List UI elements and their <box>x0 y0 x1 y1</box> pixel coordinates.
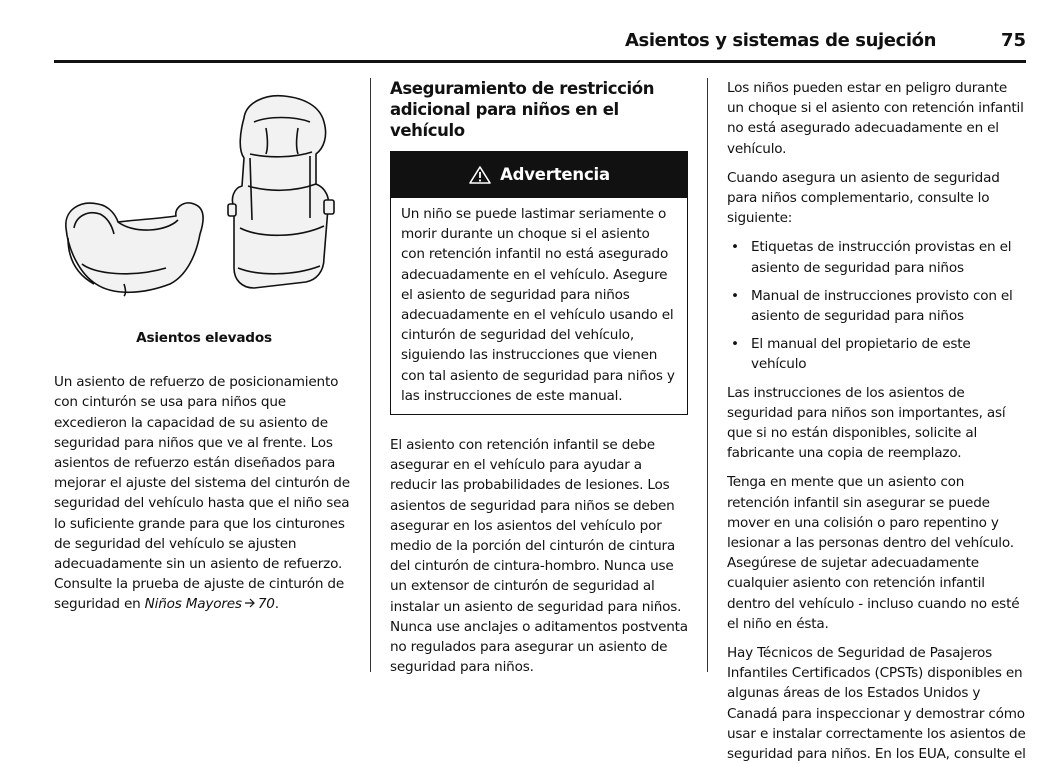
high-back-booster-seat-icon <box>228 96 334 288</box>
list-item <box>727 286 1027 326</box>
xref-arrow-icon <box>244 594 256 614</box>
warning-triangle-icon <box>468 165 492 185</box>
warning-box <box>390 151 688 415</box>
booster-seats-figure <box>54 88 354 320</box>
header-rule <box>54 60 1026 63</box>
figure-caption: Asientos elevados <box>136 330 272 346</box>
section-heading: Aseguramiento de restricción adicional para niños en el vehículo <box>390 79 655 140</box>
backless-booster-seat-icon <box>66 203 203 296</box>
warning-text: Un niño se puede lastimar seriamente o morir durante un choque si el asiento con retención infantil no está asegurado adecuadamente en el vehículo. Asegure el asiento de seguridad para niños adecuadamente en el vehículo usando el cinturón de seguridad del vehículo, siguiendo las instrucciones que vienen con tal asiento de seguridad para niños y las instrucciones de este manual. <box>401 206 675 404</box>
xref-period: . <box>274 596 279 613</box>
column-divider-left <box>370 78 371 672</box>
bullet-icon: • <box>731 336 739 353</box>
column-divider-right <box>707 78 708 672</box>
paragraph-danger: Los niños pueden estar en peligro durante un choque si el asiento con retención infantil no está asegurado adecuadamente en el vehículo. <box>727 80 1024 157</box>
paragraph-booster-text: Un asiento de refuerzo de posicionamiento con cinturón se usa para niños que excedieron la capacidad de su asiento de seguridad para niños que ve al frente. Los asientos de refuerzo están diseñados para mejorar el ajuste del sistema del cinturón de seguridad del vehículo hasta que el niño sea lo suficiente grande para que los cinturones de seguridad del vehículo se ajusten adecuadamente sin un asiento de refuerzo. Consulte la prueba de ajuste de cinturón de seguridad en <box>54 374 350 613</box>
xref-link-ninos-mayores[interactable]: Niños Mayores <box>144 596 242 613</box>
booster-seats-illustration <box>54 88 354 320</box>
list-item-text: El manual del propietario de este vehículo <box>751 336 971 373</box>
paragraph-consult: Cuando asegura un asiento de seguridad para niños complementario, consulte lo siguiente: <box>727 169 1000 227</box>
column-right <box>727 78 1027 764</box>
list-item <box>727 237 1027 277</box>
list-item <box>727 334 1027 374</box>
column-left <box>54 88 354 615</box>
list-item-text: Etiquetas de instrucción provistas en el asiento de seguridad para niños <box>751 239 1012 276</box>
paragraph-booster-description <box>54 372 354 614</box>
paragraph-securing: El asiento con retención infantil se debe asegurar en el vehículo para ayudar a reducir las probabilidades de lesiones. Los asientos de seguridad para niños se deben asegurar en los asientos del vehículo por medio de la porción del cinturón de cintura del cinturón de cintura-hombro. Nunca use un extensor de cinturón de seguridad al instalar un asiento de seguridad para niños. Nunca use anclajes o aditamentos postventa no regulados para asegurar un asiento de seguridad para niños. <box>390 437 688 676</box>
column-middle <box>390 78 690 677</box>
list-item-text: Manual de instrucciones provisto con el asiento de seguridad para niños <box>751 287 1013 325</box>
page-section-title: Asientos y sistemas de sujeción <box>625 30 936 51</box>
bullet-icon: • <box>731 239 739 256</box>
paragraph-cpst: Hay Técnicos de Seguridad de Pasajeros Infantiles Certificados (CPSTs) disponibles en algunas áreas de los Estados Unidos y Canadá para inspeccionar y demostrar cómo usar e instalar correctamente los asientos de seguridad para niños. En los EUA, consulte el <box>727 645 1026 763</box>
bullet-icon: • <box>731 287 739 304</box>
paragraph-unsecured-seat: Tenga en mente que un asiento con retención infantil sin asegurar se puede mover en una colisión o paro repentino y lesionar a las personas dentro del vehículo. Asegúrese de sujetar adecuadamente cualquier asiento con retención infantil dentro del vehículo - incluso cuando no esté el niño en ésta. <box>727 474 1020 632</box>
page-number: 75 <box>1000 30 1026 51</box>
warning-header <box>391 152 687 198</box>
consult-list <box>727 237 1027 374</box>
xref-page-number[interactable]: 70 <box>257 596 275 613</box>
paragraph-instructions: Las instrucciones de los asientos de seguridad para niños son importantes, así que si no están disponibles, solicite al fabricante una copia de reemplazo. <box>727 384 1006 462</box>
warning-title: Advertencia <box>500 164 610 184</box>
